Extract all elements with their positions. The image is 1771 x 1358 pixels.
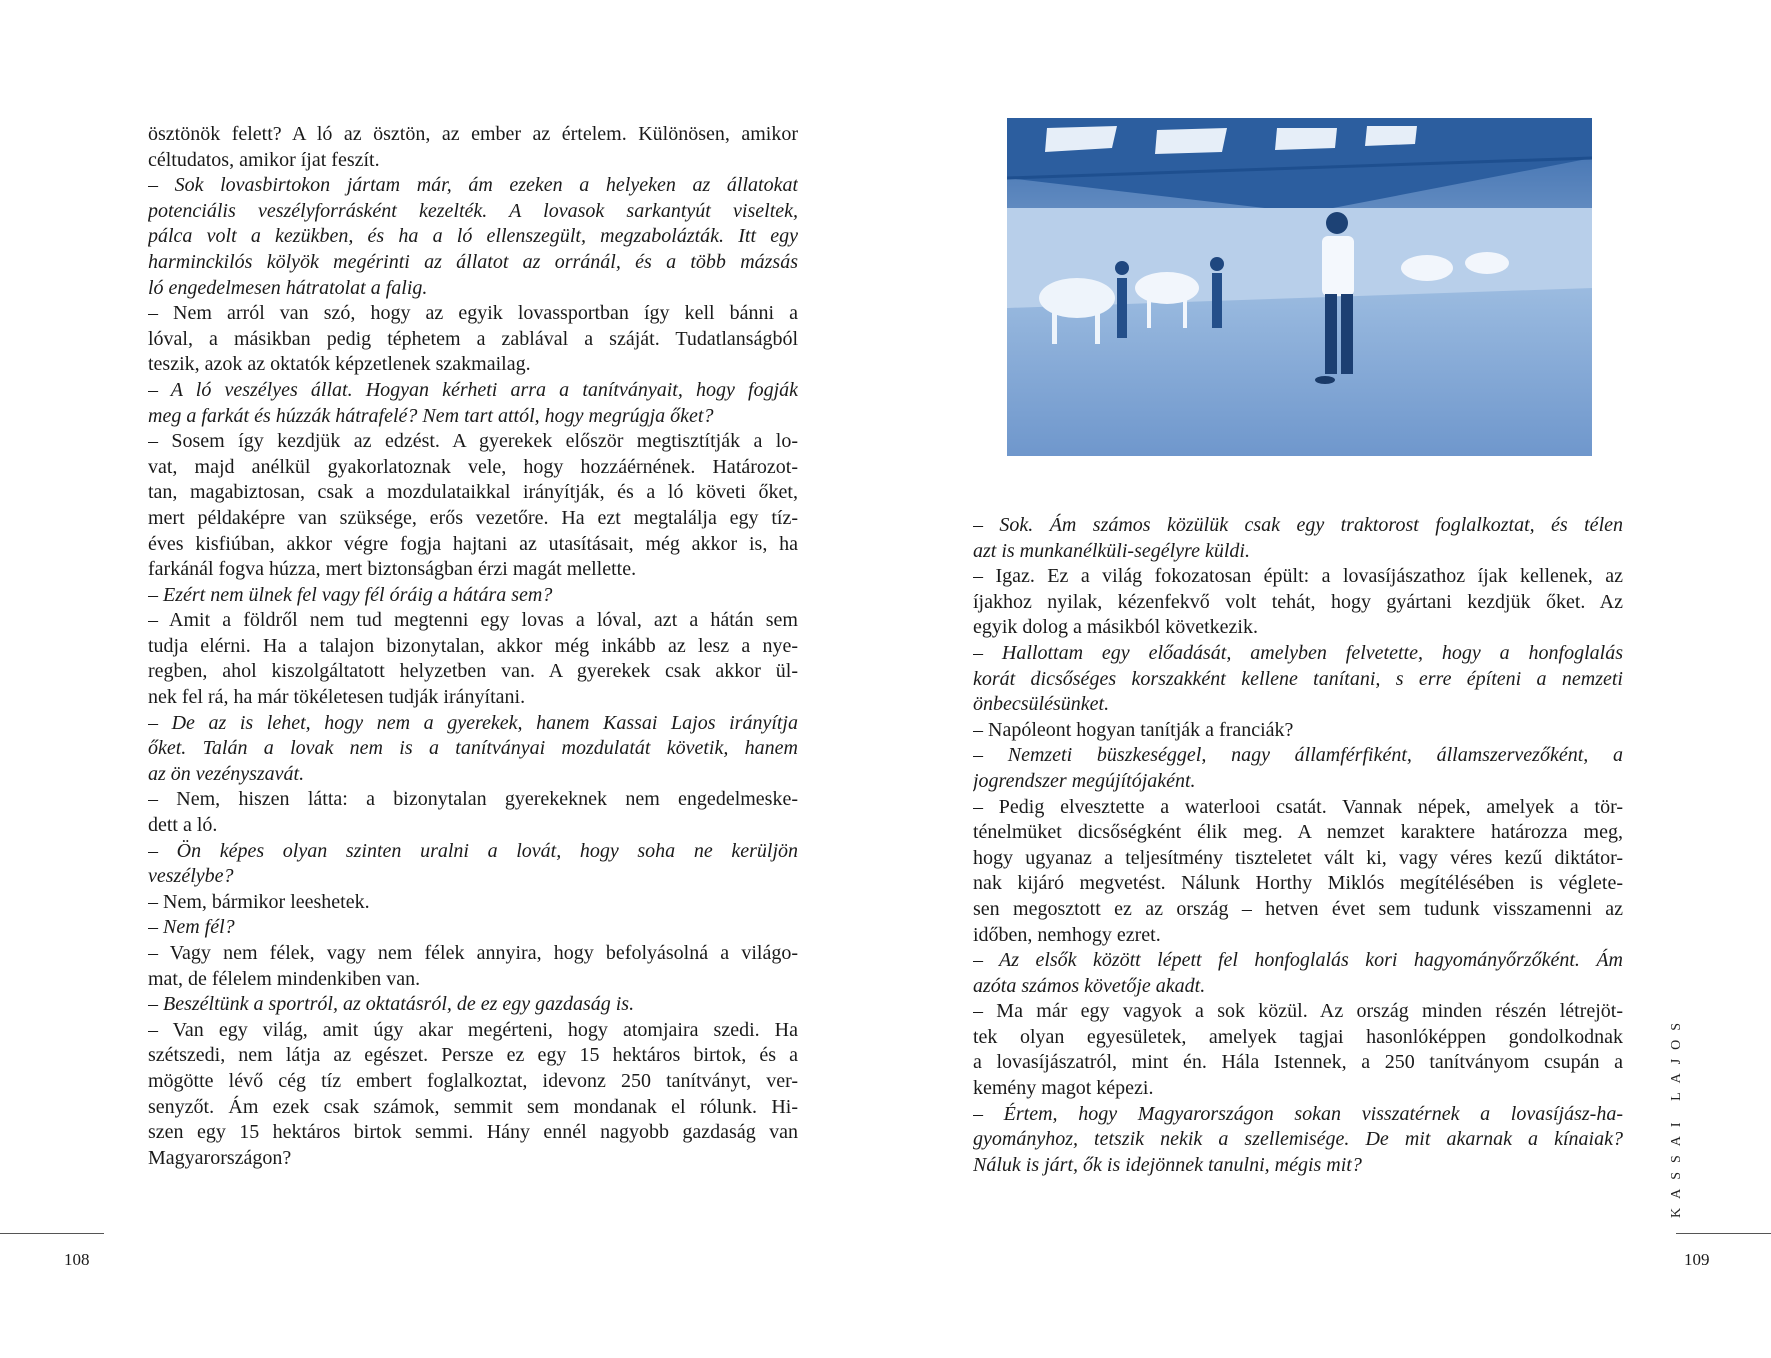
- text-line: lóval, a másikban pedig téphetem a zablával a száját. Tudatlanságból: [148, 327, 798, 350]
- text-line: – Vagy nem félek, vagy nem félek annyira, hogy befolyásolná a világo-: [148, 942, 798, 964]
- text-line: időben, nemhogy ezret.: [973, 923, 1161, 946]
- text-line: – Nem, hiszen látta: a bizonytalan gyerekeknek nem engedelmeske-: [148, 788, 798, 811]
- photo-illustration: [1007, 118, 1592, 456]
- text-line: – Az elsők között lépett fel honfoglalás kori hagyományőrzőként. Ám: [973, 949, 1623, 972]
- text-line: – Nem fél?: [148, 916, 235, 939]
- text-line: – Hallottam egy előadását, amelyben felvetette, hogy a honfoglalás: [973, 641, 1623, 664]
- text-line: céltudatos, amikor íjat feszít.: [148, 148, 380, 171]
- text-line: korát dicsőséges korszakként kellene tanítani, s erre építeni a nemzeti: [973, 667, 1623, 690]
- text-line: tudja elérni. Ha a talajon bizonytalan, akkor még inkább az lesz a nye-: [148, 634, 798, 657]
- text-line: szen egy 15 hektáros birtok semmi. Hány ennél nagyobb gazdaság van: [148, 1121, 798, 1144]
- text-line: a lovasíjászatról, mint én. Hála Istennek, a 250 tanítványom csupán a: [973, 1051, 1623, 1074]
- riding-hall-photo: [1007, 118, 1592, 456]
- text-line: gyományhoz, tetszik nekik a szellemisége. De mit akarnak a kínaiak?: [973, 1128, 1623, 1151]
- text-line: tek olyan egyesületek, amelyek tagjai hasonlóképpen gondolkodnak: [973, 1025, 1623, 1048]
- text-line: farkánál fogva húzza, mert biztonságban érzi magát mellette.: [148, 558, 637, 581]
- text-line: potenciális veszélyforrásként kezelték. A lovasok sarkantyút viseltek,: [148, 199, 798, 222]
- text-line: regben, ahol kiszolgáltatott helyzetben van. A gyerekek csak akkor ül-: [148, 660, 798, 683]
- text-line: szétszedi, nem látja az egészet. Persze ez egy 15 hektáros birtok, és a: [148, 1044, 798, 1067]
- right-footer-rule: [1676, 1233, 1771, 1234]
- text-line: – Ezért nem ülnek fel vagy fél óráig a hátára sem?: [148, 583, 553, 606]
- text-line: őket. Talán a lovak nem is a tanítványai mozdulatát követik, hanem: [148, 737, 798, 760]
- text-line: – Sok. Ám számos közülük csak egy traktorost foglalkoztat, és télen: [973, 514, 1623, 536]
- text-line: hogy ugyanaz a teljesítmény tiszteletet vált ki, vagy véres kezű diktátor-: [973, 846, 1623, 869]
- text-line: – Ma már egy vagyok a sok közül. Az ország minden részén létrejöt-: [973, 1000, 1623, 1023]
- text-line: kemény magot képezi.: [973, 1077, 1154, 1100]
- text-line: – Amit a földről nem tud megtenni egy lovas a lóval, azt a hátán sem: [148, 609, 798, 632]
- text-line: – Napóleont hogyan tanítják a franciák?: [973, 718, 1294, 741]
- text-line: nek fel rá, ha már tökéletesen tudják irányítani.: [148, 686, 526, 709]
- text-line: jogrendszer megújítójaként.: [973, 769, 1196, 792]
- text-line: mögötte lévő cég tíz embert foglalkoztat, idevonz 250 tanítványt, ver-: [148, 1069, 798, 1092]
- text-line: dett a ló.: [148, 814, 218, 837]
- text-line: teszik, azok az oktatók képzetlenek szakmailag.: [148, 353, 531, 376]
- text-line: azt is munkanélküli-segélyre küldi.: [973, 539, 1250, 562]
- text-line: veszélybe?: [148, 865, 234, 888]
- left-page-text: [148, 122, 798, 1171]
- running-head: KASSAI LAJOS: [1669, 1013, 1684, 1218]
- text-line: – Nemzeti büszkeséggel, nagy államférfiként, államszervezőként, a: [973, 744, 1623, 767]
- text-line: ténelmüket dicsőségként élik meg. A nemzet karaktere határozza meg,: [973, 821, 1623, 844]
- text-line: – Nem arról van szó, hogy az egyik lovassportban így kell bánni a: [148, 302, 798, 325]
- text-line: – A ló veszélyes állat. Hogyan kérheti arra a tanítványait, hogy fogják: [148, 378, 798, 401]
- text-line: Náluk is járt, ők is idejönnek tanulni, mégis mit?: [973, 1153, 1362, 1176]
- right-page-number: 109: [1684, 1250, 1710, 1269]
- text-line: tan, magabiztosan, csak a mozdulataikkal irányítják, és a ló követi őket,: [148, 481, 798, 504]
- text-line: – Nem, bármikor leeshetek.: [148, 890, 370, 913]
- right-page-text: [973, 513, 1623, 1178]
- text-line: önbecsülésünket.: [973, 693, 1110, 716]
- text-line: – Van egy világ, amit úgy akar megérteni, hogy atomjaira szedi. Ha: [148, 1018, 798, 1041]
- text-line: – Igaz. Ez a világ fokozatosan épült: a lovasíjászathoz íjak kellenek, az: [973, 565, 1623, 588]
- text-line: – Sok lovasbirtokon jártam már, ám ezeken a helyeken az állatokat: [148, 174, 798, 197]
- text-line: senyzőt. Ám ezek csak számok, semmit sem mondanak el rólunk. Hi-: [148, 1095, 798, 1118]
- text-line: sen megosztott ez az ország – hetven évet sem tudunk visszamenni az: [973, 897, 1623, 920]
- text-line: – De az is lehet, hogy nem a gyerekek, hanem Kassai Lajos irányítja: [148, 711, 798, 734]
- text-line: Magyarországon?: [148, 1146, 292, 1169]
- text-line: vat, majd anélkül gyakorlatoznak vele, hogy hozzáérnének. Határozot-: [148, 455, 798, 478]
- text-line: az ön vezényszavát.: [148, 762, 305, 785]
- text-line: – Ön képes olyan szinten uralni a lovát, hogy soha ne kerüljön: [148, 839, 798, 862]
- text-line: íjakhoz nyilak, kézenfekvő volt tehát, hogy gyártani kezdjük őket. Az: [973, 590, 1623, 613]
- text-line: – Sosem így kezdjük az edzést. A gyerekek először megtisztítják a lo-: [148, 430, 798, 453]
- text-line: – Pedig elvesztette a waterlooi csatát. Vannak népek, amelyek a tör-: [973, 795, 1623, 818]
- text-line: ló engedelmesen hátratolat a falig.: [148, 276, 428, 299]
- text-line: mat, de félelem mindenkiben van.: [148, 967, 421, 990]
- text-line: nak kijáró megvetést. Nálunk Horthy Miklós megítélésében is véglete-: [973, 872, 1623, 895]
- text-line: harminckilós kölyök megérinti az állatot az orránál, és a több mázsás: [148, 250, 798, 273]
- text-line: éves kisfiúban, akkor végre fogja hajtani az utasításait, még akkor is, ha: [148, 532, 798, 555]
- text-line: meg a farkát és húzzák hátrafelé? Nem tart attól, hogy megrúgja őket?: [148, 404, 714, 427]
- text-line: mert példaképre van szüksége, erős vezetőre. Ha ezt megtalálja egy tíz-: [148, 506, 798, 529]
- text-line: – Beszéltünk a sportról, az oktatásról, de ez egy gazdaság is.: [148, 993, 635, 1016]
- left-footer-rule: [0, 1233, 104, 1234]
- left-page-number: 108: [64, 1250, 90, 1269]
- text-line: azóta számos követője akadt.: [973, 974, 1206, 997]
- text-line: pálca volt a kezükben, és ha a ló ellenszegült, megzabolázták. Itt egy: [148, 225, 798, 248]
- text-line: ösztönök felett? A ló az ösztön, az ember az értelem. Különösen, amikor: [148, 123, 798, 145]
- text-line: egyik dolog a másikból következik.: [973, 616, 1258, 639]
- text-line: – Értem, hogy Magyarországon sokan visszatérnek a lovasíjász-ha-: [973, 1102, 1623, 1125]
